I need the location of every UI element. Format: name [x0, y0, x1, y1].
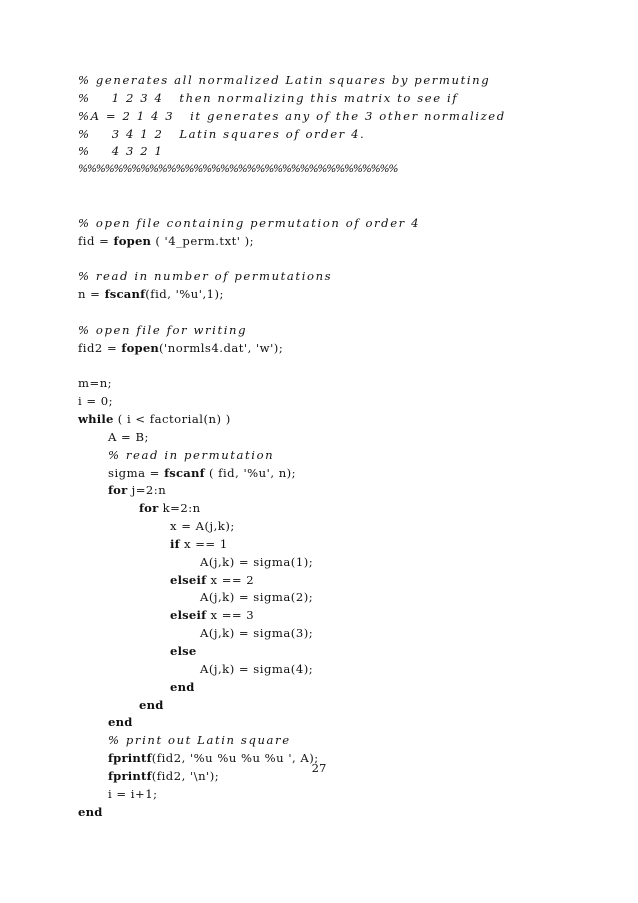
elseif-keyword: elseif — [170, 572, 207, 587]
elseif-condition: x == 2 — [206, 572, 255, 587]
end-for-j-line: end — [108, 715, 133, 730]
fscanf-keyword: fscanf — [104, 287, 146, 302]
fscanf-args: ( fid, '%u', n); — [204, 465, 297, 480]
while-condition: ( i < factorial(n) ) — [113, 412, 231, 427]
blank-line — [78, 304, 578, 322]
end-if-line: end — [170, 679, 195, 694]
n-assign: n = — [78, 287, 105, 302]
fid2-fopen-line — [78, 340, 578, 358]
header-comment-line: %A = 2 1 4 3 it generates any of the 3 other normalized — [78, 108, 506, 123]
elseif-condition: x == 3 — [206, 608, 255, 623]
fprintf-keyword: fprintf — [108, 768, 152, 783]
if-keyword: if — [170, 536, 180, 551]
fscanf-keyword: fscanf — [164, 465, 205, 480]
blank-line — [78, 197, 578, 215]
assign-sigma1-line: A(j,k) = sigma(1); — [200, 554, 314, 569]
header-comment-line: % generates all normalized Latin squares by permuting — [78, 73, 491, 87]
read-count-comment: % read in number of permutations — [78, 269, 333, 284]
sigma-fscanf-line — [78, 465, 578, 483]
blank-line — [78, 358, 578, 376]
end-for-k-line: end — [139, 697, 164, 712]
separator-line: %%%%%%%%%%%%%%%%%%%%%%%%%%%%%%%%%%%% — [78, 163, 398, 176]
end-while-line: end — [78, 804, 103, 819]
increment-line: i = i+1; — [108, 786, 158, 801]
for-keyword: for — [108, 483, 128, 498]
assign-sigma4-line: A(j,k) = sigma(4); — [200, 661, 314, 676]
blank-line — [78, 179, 578, 197]
header-comment-line: % 4 3 2 1 — [78, 144, 164, 159]
fprintf-keyword: fprintf — [108, 751, 152, 766]
while-line — [78, 411, 578, 429]
assign-sigma3-line: A(j,k) = sigma(3); — [200, 626, 314, 641]
fprintf-args: (fid2, '%u %u %u %u ', A); — [151, 751, 319, 766]
fid-fopen-line — [78, 233, 578, 251]
fopen-keyword: fopen — [121, 340, 160, 355]
m-assign-line: m=n; — [78, 376, 113, 391]
sigma-assign: sigma = — [108, 465, 165, 480]
for-keyword: for — [139, 501, 159, 516]
header-comment-line: % 1 2 3 4 then normalizing this matrix to see if — [78, 90, 459, 105]
code-listing — [78, 72, 578, 821]
for-j-line — [78, 482, 578, 500]
fid-assign: fid = — [78, 233, 114, 248]
fscanf-args: (fid, '%u',1); — [145, 287, 224, 302]
open-write-comment: % open file for writing — [78, 322, 248, 337]
fprintf-args: (fid2, '\n'); — [151, 768, 220, 783]
page-number: 27 — [311, 761, 327, 775]
fopen-keyword: fopen — [113, 233, 152, 248]
for-range: j=2:n — [127, 483, 167, 498]
fopen-args: ('normls4.dat', 'w'); — [159, 340, 284, 355]
fid2-assign: fid2 = — [78, 340, 122, 355]
if-line — [78, 536, 578, 554]
x-assign-line: x = A(j,k); — [170, 519, 235, 534]
while-keyword: while — [78, 412, 114, 427]
open-file-comment: % open file containing permutation of order 4 — [78, 215, 421, 230]
header-comment-line: % 3 4 1 2 Latin squares of order 4. — [78, 126, 366, 141]
blank-line — [78, 250, 578, 268]
print-comment: % print out Latin square — [108, 733, 291, 748]
elseif-keyword: elseif — [170, 608, 207, 623]
fopen-args: ( '4_perm.txt' ); — [151, 233, 255, 248]
a-assign-line: A = B; — [108, 429, 149, 444]
assign-sigma2-line: A(j,k) = sigma(2); — [200, 590, 314, 605]
else-line: else — [170, 644, 197, 658]
elseif-3-line — [78, 607, 578, 625]
for-k-line — [78, 500, 578, 518]
elseif-2-line — [78, 572, 578, 590]
if-condition: x == 1 — [179, 536, 228, 551]
read-perm-comment: % read in permutation — [108, 447, 275, 462]
n-fscanf-line — [78, 286, 578, 304]
for-range: k=2:n — [158, 501, 201, 516]
i-init-line: i = 0; — [78, 394, 114, 409]
